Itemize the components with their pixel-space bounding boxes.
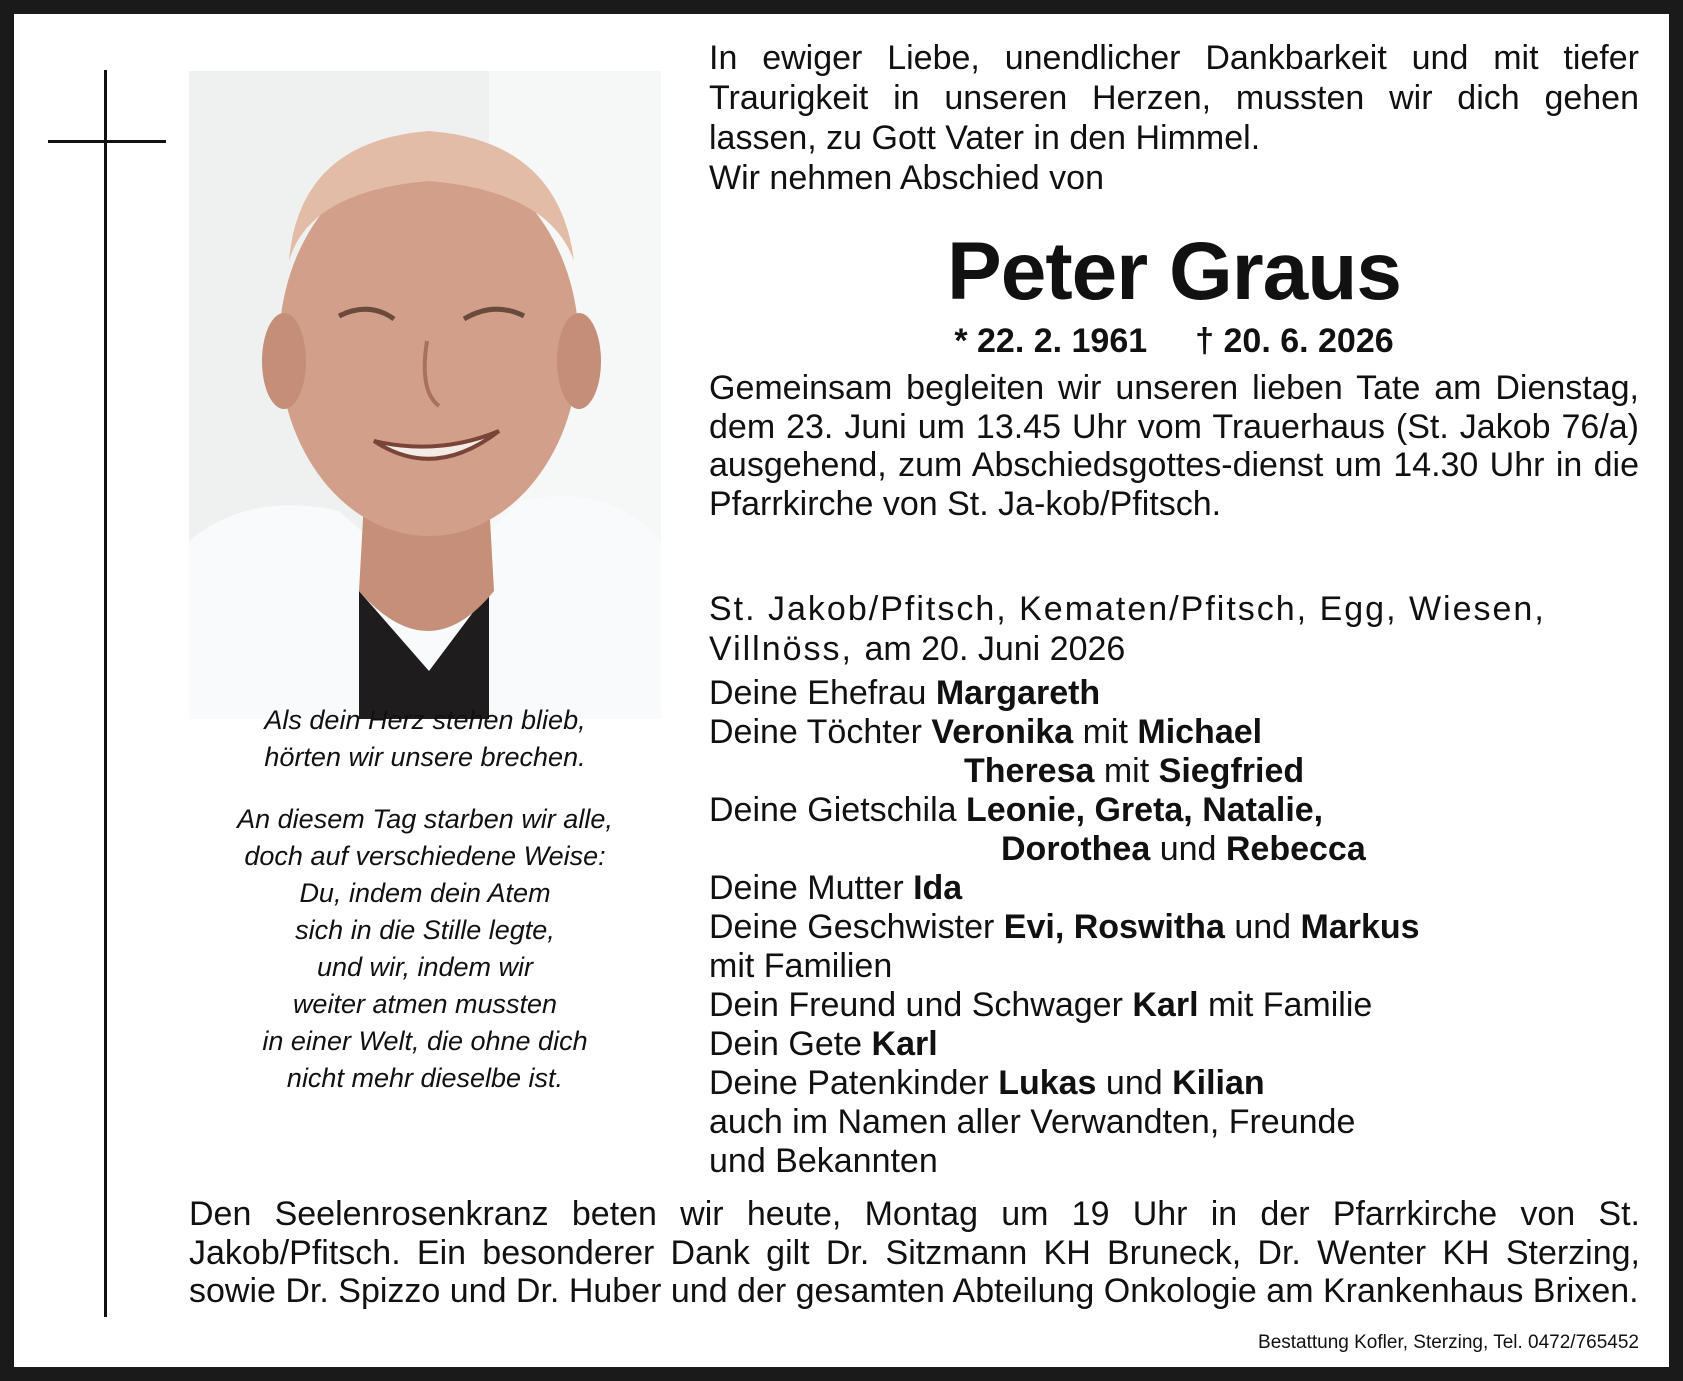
family-row-godfather xyxy=(709,1025,1639,1064)
relative-name: Theresa xyxy=(964,752,1095,790)
connector: und xyxy=(1159,830,1217,868)
relative-name: Ida xyxy=(913,869,963,907)
connector: mit xyxy=(1082,713,1128,751)
family-row-daughters-2 xyxy=(709,752,1639,791)
closing-paragraph: Den Seelenrosenkranz beten wir heute, Montag um 19 Uhr in der Pfarrkirche von St. Jakob/Pfitsch. Ein besonderer Dank gilt Dr. Sitzmann KH Bruneck, Dr. Wenter KH Sterzing, sowie Dr. Spizzo und Dr. Huber und der gesamten Abteilung Onkologie am Krankenhaus Brixen. xyxy=(189,1195,1640,1310)
relation-label: Dein Gete xyxy=(709,1025,863,1063)
date: am 20. Juni 2026 xyxy=(864,630,1126,668)
relation-label: Deine Gietschila xyxy=(709,791,957,829)
relative-name: Markus xyxy=(1300,908,1420,946)
family-row-siblings-families: mit Familien xyxy=(709,947,893,985)
funeral-info: Gemeinsam begleiten wir unseren lieben Tate am Dienstag, dem 23. Juni um 13.45 Uhr vom Trauerhaus (St. Jakob 76/a) ausgehend, zum Abschiedsgottes-dienst um 14.30 Uhr in die Pfarrkirche von St. Ja-kob/Pfitsch. xyxy=(709,369,1639,523)
poem-stanza-1 xyxy=(184,702,666,776)
family-row-godchildren xyxy=(709,1064,1639,1103)
relative-name: Karl xyxy=(871,1025,938,1063)
connector: mit xyxy=(1103,752,1150,790)
relative-name: Dorothea xyxy=(1001,830,1151,868)
poem-line: weiter atmen mussten xyxy=(292,989,558,1019)
relation-label: Deine Ehefrau xyxy=(709,674,927,712)
relation-label: Deine Geschwister xyxy=(709,908,995,946)
family-row-friend xyxy=(709,986,1639,1025)
connector: mit Familie xyxy=(1207,986,1373,1024)
funeral-home-footer: Bestattung Kofler, Sterzing, Tel. 0472/765452 xyxy=(1258,1332,1639,1353)
cross-bar xyxy=(48,140,166,143)
birth-date: * 22. 2. 1961 xyxy=(954,322,1148,360)
relative-name: Veronika xyxy=(931,713,1074,751)
family-row-grandchildren-2 xyxy=(709,830,1639,869)
family-row-mother xyxy=(709,869,1639,908)
cross-icon xyxy=(104,70,107,1317)
relative-name: Siegfried xyxy=(1158,752,1305,790)
family-list xyxy=(709,674,1639,1181)
life-dates xyxy=(709,319,1639,363)
poem-line: Als dein Herz stehen blieb, xyxy=(264,705,586,735)
deceased-name: Peter Graus xyxy=(947,226,1401,317)
family-row-wife xyxy=(709,674,1639,713)
family-row-others-2: und Bekannten xyxy=(709,1142,938,1180)
intro-paragraph: In ewiger Liebe, unendlicher Dankbarkeit und mit tiefer Traurigkeit in unseren Herzen, mussten wir dich gehen lassen, zu Gott Vater in den Himmel. xyxy=(709,39,1639,157)
poem-stanza-2 xyxy=(184,801,666,1097)
family-row-daughters xyxy=(709,713,1639,752)
family-row-others: auch im Namen aller Verwandten, Freunde xyxy=(709,1103,1356,1141)
portrait-illustration xyxy=(189,71,661,719)
poem-line: hörten wir unsere brechen. xyxy=(264,742,586,772)
places: St. Jakob/Pfitsch, Kematen/Pfitsch, Egg, Wiesen, Villnöss, xyxy=(709,590,1546,668)
farewell-line: Wir nehmen Abschied von xyxy=(709,159,1104,197)
poem-line: An diesem Tag starben wir alle, xyxy=(237,804,613,834)
relative-name: Evi, Roswitha xyxy=(1003,908,1225,946)
poem-line: nicht mehr dieselbe ist. xyxy=(286,1063,564,1093)
relative-name: Karl xyxy=(1132,986,1199,1024)
family-row-grandchildren xyxy=(709,791,1639,830)
relative-name: Leonie, Greta, Natalie, xyxy=(966,791,1324,829)
relative-name: Kilian xyxy=(1172,1064,1265,1102)
relation-label: Deine Mutter xyxy=(709,869,904,907)
relation-label: Deine Patenkinder xyxy=(709,1064,989,1102)
poem-line: doch auf verschiedene Weise: xyxy=(244,841,606,871)
connector: und xyxy=(1105,1064,1163,1102)
relative-name: Lukas xyxy=(998,1064,1097,1102)
obituary-card xyxy=(14,14,1669,1367)
poem-line: Du, indem dein Atem xyxy=(299,878,551,908)
place-and-date xyxy=(709,589,1639,669)
poem-line: in einer Welt, die ohne dich xyxy=(262,1026,588,1056)
intro-text xyxy=(709,38,1639,198)
family-row-siblings xyxy=(709,908,1639,947)
relation-label: Dein Freund und Schwager xyxy=(709,986,1123,1024)
portrait-photo xyxy=(189,71,661,719)
relation-label: Deine Töchter xyxy=(709,713,922,751)
poem-line: sich in die Stille legte, xyxy=(295,915,555,945)
poem-line: und wir, indem wir xyxy=(316,952,534,982)
relative-name: Margareth xyxy=(935,674,1101,712)
connector: und xyxy=(1234,908,1292,946)
relative-name: Michael xyxy=(1137,713,1263,751)
relative-name: Rebecca xyxy=(1225,830,1366,868)
death-date: † 20. 6. 2026 xyxy=(1195,322,1394,360)
